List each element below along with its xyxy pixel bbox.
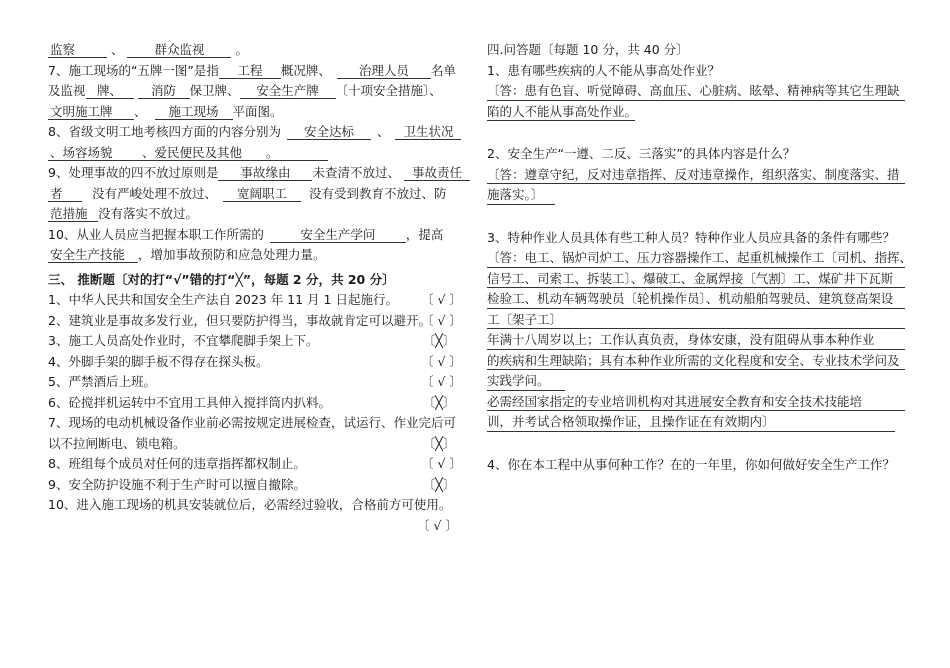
- qa-answer-1-line-1: 〔答：患有色盲、听觉障碍、高血压、心脏病、眩晕、精神病等其它生理缺: [487, 81, 905, 102]
- judgment-item-5: 5、严禁酒后上班。 〔 √ 〕: [48, 372, 463, 393]
- q9-line-3: 范措施 没有落实不放过。: [50, 206, 199, 221]
- answer-rule: [487, 431, 895, 432]
- qa-answer-3-line-4: 工〔架子工〕: [487, 310, 905, 331]
- answer-box: 〔 √ 〕: [421, 353, 462, 369]
- q10-line-2: 安全生产技能 ，增加事故预防和应急处理力量。: [50, 247, 326, 262]
- qa-answer-3-line-6: 的疾病和生理缺陷；具有本种作业所需的文化程度和安全、专业技术学问及: [487, 351, 905, 372]
- answer-box: 〔╳〕: [422, 394, 456, 410]
- judgment-item-8: 8、班组每个成员对任何的违章指挥都权制止。 〔 √ 〕: [48, 454, 463, 475]
- answer-box: 〔╳〕: [422, 476, 456, 492]
- answer-box: 〔╳〕: [422, 333, 456, 348]
- q9-line-1: 9、处理事故的四不放过原则是 事故缘由 未查清不放过、 事故责任: [48, 163, 463, 184]
- qa-answer-3-line-5: 年满十八周岁以上；工作认真负责，身体安康，没有阻碍从事本种作业: [487, 330, 905, 351]
- right-column: [487, 40, 913, 475]
- qa-answer-3-line-1: 〔答：电工、锅炉司炉工、压力容器操作工、起重机械操作工〔司机、指挥、: [487, 248, 905, 269]
- answer-box: 〔 √ 〕: [421, 312, 462, 328]
- judgment-item-1: 1、中华人民共和国安全生产法自 2023 年 11 月 1 日起施行。 〔 √ 〕: [48, 290, 463, 311]
- answer-rule: [487, 349, 905, 350]
- judgment-item-2: 2、建筑业是事故多发行业，但只要防护得当，事故就肯定可以避开。 〔 √ 〕: [48, 311, 463, 332]
- qa-question-3: 3、特种作业人员具体有些工种人员？特种作业人员应具备的条件有哪些？: [487, 229, 895, 245]
- q7-line-2: 及监视 牌、 消防 保卫牌、 安全生产牌 〔十项安全措施〕、: [48, 83, 442, 98]
- answer-rule: [487, 183, 905, 184]
- blank-qunzhong: 群众监视: [127, 42, 231, 58]
- judgment-item-6: 6、砼搅拌机运转中不宜用工具伸入搅拌筒内扒料。 〔╳〕: [48, 393, 463, 414]
- answer-rule: [487, 369, 905, 370]
- section-4-heading: 四.问答题〔每题 10 分，共 40 分〕: [487, 42, 689, 57]
- q7-line-1: 7、施工现场的“五牌一图”是指 工程 概况牌、 治理人员 名单: [48, 62, 456, 78]
- qa-answer-1-line-2: 陷的人不能从事高处作业。: [487, 102, 905, 123]
- judgment-item-9: 9、安全防护设施不利于生产时可以擅自撤除。 〔╳〕: [48, 475, 463, 496]
- answer-rule: [487, 328, 905, 329]
- left-column: [48, 40, 463, 536]
- judgment-list: [48, 290, 463, 536]
- qa-answer-3-line-9: 训，并考试合格领取操作证，且操作证在有效期内〕: [487, 412, 905, 433]
- q8-line-2: 、场容场貌 、爱民便民及其他 。: [48, 143, 463, 164]
- answer-box: 〔╳〕: [422, 435, 456, 451]
- q10-line-1: 10、从业人员应当把握本职工作所需的 安全生产学问 ，提高: [48, 226, 444, 242]
- answer-rule: [487, 267, 905, 268]
- blank-jiancha: 监察: [48, 42, 107, 58]
- qa-answer-3-line-2: 信号工、司索工、拆装工〕、爆破工、金属焊接〔气割〕工、煤矿井下瓦斯: [487, 269, 905, 290]
- answer-rule: [487, 120, 635, 121]
- judgment-item-7: 7、现场的电动机械设备作业前必需按规定进展检查，试运行、作业完后可: [48, 415, 456, 430]
- answer-rule: [487, 308, 905, 309]
- answer-box: 〔 √ 〕: [421, 456, 462, 471]
- qa-answer-3-line-8: 必需经国家指定的专业培训机构对其进展安全教育和安全技术技能培: [487, 392, 905, 413]
- answer-box: 〔 √ 〕: [421, 292, 462, 307]
- answer-rule: [487, 390, 565, 391]
- answer-rule: [487, 204, 555, 205]
- q8-line-1: 8、省级文明工地考核四方面的内容分别为 安全达标 、 卫生状况: [48, 122, 463, 143]
- answer-box: 〔 √ 〕: [417, 517, 458, 533]
- answer-rule: [487, 287, 905, 288]
- q6-tail-line: 监察 、 群众监视 。: [50, 42, 248, 57]
- judgment-item-4: 4、外脚手架的脚手板不得存在探头板。 〔 √ 〕: [48, 352, 463, 373]
- q9-line-2: 者 没有严峻处理不放过、 宽阔职工 没有受到教育不放过、防: [50, 185, 447, 201]
- judgment-item-10-cont: [48, 516, 463, 537]
- q7-line-3: 文明施工牌 、 施工现场 平面图。: [50, 103, 283, 119]
- answer-rule: [487, 410, 905, 411]
- qa-answer-2-line-2: 施落实。〕: [487, 185, 905, 206]
- judgment-item-7-cont: 以不拉闸断电、锁电箱。 〔╳〕: [48, 434, 463, 455]
- judgment-item-10: 10、进入施工现场的机具安装就位后，必需经过验收，合格前方可使用。: [48, 497, 452, 512]
- section-3-heading: 三、 推断题〔对的打“√”错的打“╳”，每题 2 分，共 20 分〕: [48, 271, 395, 287]
- qa-question-1: 1、患有哪些疾病的人不能从事高处作业？: [487, 62, 720, 78]
- answer-rule: [487, 100, 905, 101]
- answer-box: 〔 √ 〕: [421, 374, 462, 389]
- qa-question-4: 4、你在本工程中从事何种工作？在的一年里，你如何做好安全生产工作？: [487, 456, 895, 472]
- qa-answer-2-line-1: 〔答：遵章守纪，反对违章指挥、反对违章操作，组织落实、制度落实、措: [487, 165, 905, 186]
- qa-answer-3-line-7: 实践学问。: [487, 371, 905, 392]
- judgment-item-3: 3、施工人员高处作业时，不宜攀爬脚手架上下。 〔╳〕: [48, 331, 463, 352]
- qa-question-2: 2、安全生产“一遵、二反、三落实”的具体内容是什么？: [487, 146, 796, 161]
- qa-answer-3-line-3: 检验工、机动车辆驾驶员〔轮机操作员〕、机动船舶驾驶员、建筑登高架设: [487, 289, 905, 310]
